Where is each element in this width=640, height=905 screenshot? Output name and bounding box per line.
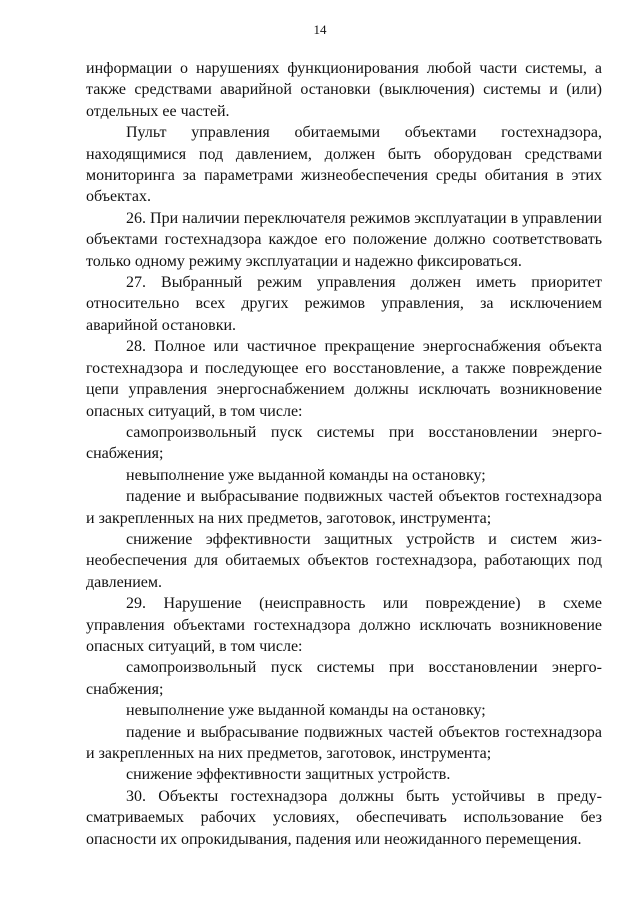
list-item-29-2: невыполнение уже выданной команды на остановку; <box>126 702 486 720</box>
paragraph-28: 28. Полное или частичное прекращение энергоснабжения объекта гостехнадзора и последующее его восстановление, а также повреждение цепи управления энергоснабжением должны исключать возникновение опасных ситуаций, в том числе: <box>86 338 602 420</box>
paragraph-27: 27. Выбранный режим управления должен иметь приоритет относительно всех других режимов управления, за исключением аварийной остановки. <box>86 274 602 334</box>
list-item-29-1: самопроизвольный пуск системы при восстановлении энергоснабжения; <box>86 659 602 698</box>
document-body <box>86 58 602 850</box>
list-item-29-3: падение и выбрасывание подвижных частей объектов гостехнадзора и закрепленных на них предметов, заготовок, инструмента; <box>86 723 602 762</box>
paragraph-continuation: информации о нарушениях функционирования любой части системы, а также средствами аварийной остановки (выключения) системы и (или) отдельных ее частей. <box>86 60 602 120</box>
paragraph-29: 29. Нарушение (неисправность или повреждение) в схеме управления объектами гостехнадзора должно исключать возникновение опасных ситуаций, в том числе: <box>86 595 602 655</box>
page-number: 14 <box>313 22 327 37</box>
paragraph-control-panel: Пульт управления обитаемыми объектами гостехнадзора, находящимися под давлением, должен быть оборудован средствами мониторинга за параметрами жизнеобеспечения среды обитания в этих объектах. <box>86 124 602 206</box>
list-item-28-3: падение и выбрасывание подвижных частей объектов гостехнадзора и закрепленных на них предметов, заготовок, инструмента; <box>86 488 602 527</box>
paragraph-30: 30. Объекты гостехнадзора должны быть устойчивы в предусматриваемых рабочих условиях, обеспечивать использование без опасности их опрокидывания, падения или неожиданного перемещения. <box>86 787 602 848</box>
list-item-29-4: снижение эффективности защитных устройств. <box>126 766 451 784</box>
list-item-28-4: снижение эффективности защитных устройств и систем жизнеобеспечения для обитаемых объектов гостехнадзора, работающих под давлением. <box>86 530 602 591</box>
list-item-28-1: самопроизвольный пуск системы при восстановлении энергоснабжения; <box>86 423 602 463</box>
paragraph-26: 26. При наличии переключателя режимов эксплуатации в управлении объектами гостехнадзора каждое его положение должно соответствовать только одному режиму эксплуатации и надежно фиксироваться. <box>86 209 602 270</box>
list-item-28-2: невыполнение уже выданной команды на остановку; <box>126 466 486 484</box>
